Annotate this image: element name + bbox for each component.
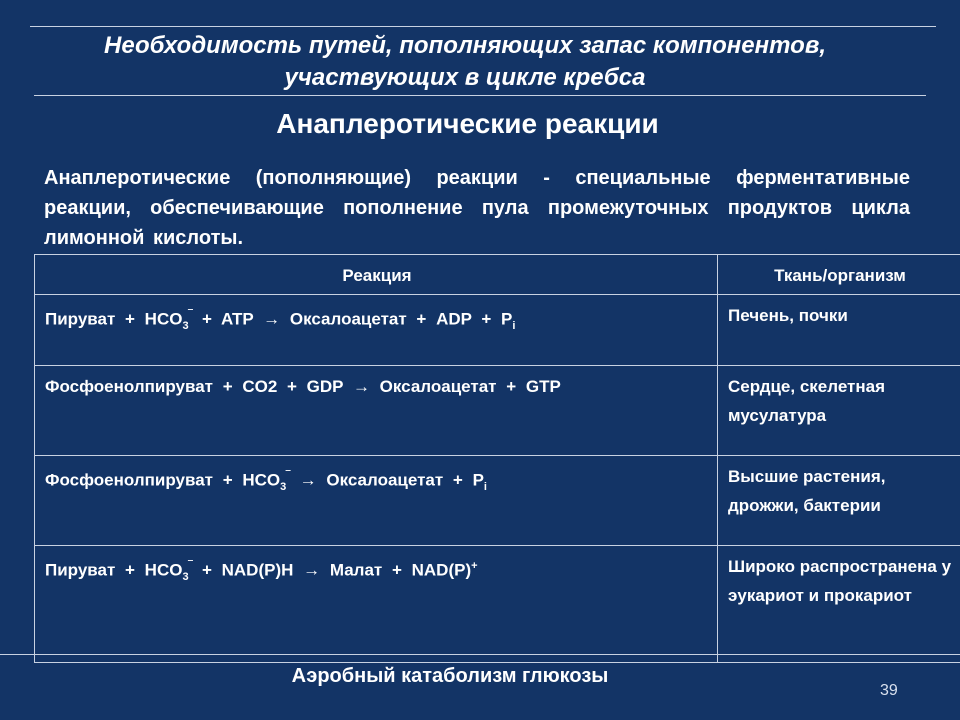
reaction-cell: Пируват + $HCO_3^‾$ + ATP → Оксалоацетат + ADP + $P_i$ bbox=[35, 295, 718, 366]
reaction-cell: Фосфоенолпируват + $HCO_3^‾$ → Оксалоацетат + $P_i$ bbox=[35, 456, 718, 546]
title-underline bbox=[34, 95, 926, 96]
top-rule bbox=[30, 26, 936, 27]
table-row bbox=[35, 366, 960, 456]
tissue-cell: Широко распространена у эукариот и прокариот bbox=[718, 546, 960, 663]
reactions-table bbox=[34, 254, 960, 663]
title-line-1: Необходимость путей, пополняющих запас компонентов, bbox=[104, 32, 826, 59]
tissue-cell: Высшие растения, дрожжи, бактерии bbox=[718, 456, 960, 546]
reaction-cell: Фосфоенолпируват + CO2 + GDP → Оксалоацетат + GTP bbox=[35, 366, 718, 456]
tissue-cell: Печень, почки bbox=[718, 295, 960, 366]
page-number: 39 bbox=[880, 682, 898, 699]
table-row bbox=[35, 546, 960, 663]
slide-footer: Аэробный катаболизм глюкозы bbox=[291, 665, 609, 687]
slide-title bbox=[0, 30, 930, 94]
table-header-row bbox=[35, 255, 960, 295]
tissue-cell: Сердце, скелетная мусулатура bbox=[718, 366, 960, 456]
definition-paragraph: Анаплеротические (пополняющие) реакции - специальные ферментативные реакции, обеспечивающие пополнение пула промежуточных продуктов цикла лимонной кислоты. bbox=[44, 167, 910, 249]
footer-rule bbox=[0, 654, 960, 655]
header-tissue: Ткань/организм bbox=[718, 255, 960, 295]
table-row bbox=[35, 456, 960, 546]
header-reaction: Реакция bbox=[35, 255, 718, 295]
title-line-2: участвующих в цикле кребса bbox=[284, 64, 646, 91]
slide-subtitle: Анаплеротические реакции bbox=[276, 108, 659, 139]
table-row bbox=[35, 295, 960, 366]
reaction-cell: Пируват + $HCO_3^‾ + NAD(P)H$ → Малат + NAD(P)+ bbox=[35, 546, 718, 663]
